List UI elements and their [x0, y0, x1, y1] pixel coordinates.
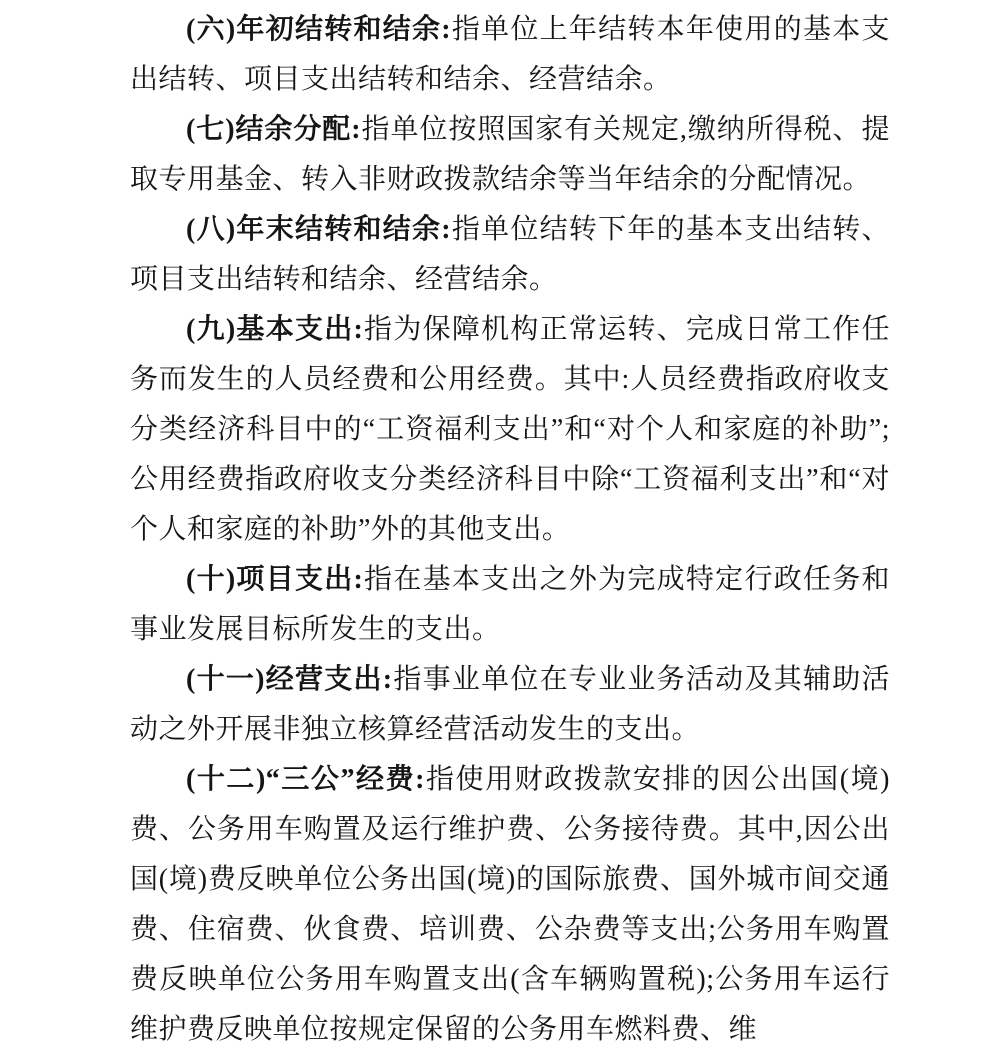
term-label: (八)年末结转和结余:	[186, 214, 452, 245]
term-label: (十一)经营支出:	[186, 664, 393, 695]
paragraph-item-6	[130, 5, 890, 105]
paragraph-item-8	[130, 205, 890, 305]
term-label: (九)基本支出:	[186, 314, 364, 345]
definition-text: 指单位按照国家有关规定,缴纳所得税、提取专用基金、转入非财政拨款结余等当年结余的分配情况。	[130, 114, 890, 195]
definition-text: 指单位结转下年的基本支出结转、项目支出结转和结余、经营结余。	[130, 214, 890, 295]
definition-text: 指在基本支出之外为完成特定行政任务和事业发展目标所发生的支出。	[130, 564, 890, 645]
paragraph-item-10	[130, 555, 890, 655]
paragraph-item-12	[130, 755, 890, 1055]
definition-text: 指为保障机构正常运转、完成日常工作任务而发生的人员经费和公用经费。其中:人员经费指政府收支分类经济科目中的“工资福利支出”和“对个人和家庭的补助”;公用经费指政府收支分类经济科目中除“工资福利支出”和“对个人和家庭的补助”外的其他支出。	[130, 314, 890, 545]
paragraph-item-11	[130, 655, 890, 755]
definition-text: 指单位上年结转本年使用的基本支出结转、项目支出结转和结余、经营结余。	[130, 14, 890, 95]
term-label: (十二)“三公”经费:	[186, 764, 425, 795]
term-label: (六)年初结转和结余:	[186, 14, 452, 45]
paragraph-item-7	[130, 105, 890, 205]
paragraph-item-9	[130, 305, 890, 555]
definition-text: 指事业单位在专业业务活动及其辅助活动之外开展非独立核算经营活动发生的支出。	[130, 664, 890, 745]
term-label: (十)项目支出:	[186, 564, 364, 595]
term-label: (七)结余分配:	[186, 114, 362, 145]
definition-text: 指使用财政拨款安排的因公出国(境)费、公务用车购置及运行维护费、公务接待费。其中,因公出国(境)费反映单位公务出国(境)的国际旅费、国外城市间交通费、住宿费、伙食费、培训费、公杂费等支出;公务用车购置费反映单位公务用车购置支出(含车辆购置税);公务用车运行维护费反映单位按规定保留的公务用车燃料费、维	[130, 764, 890, 1045]
